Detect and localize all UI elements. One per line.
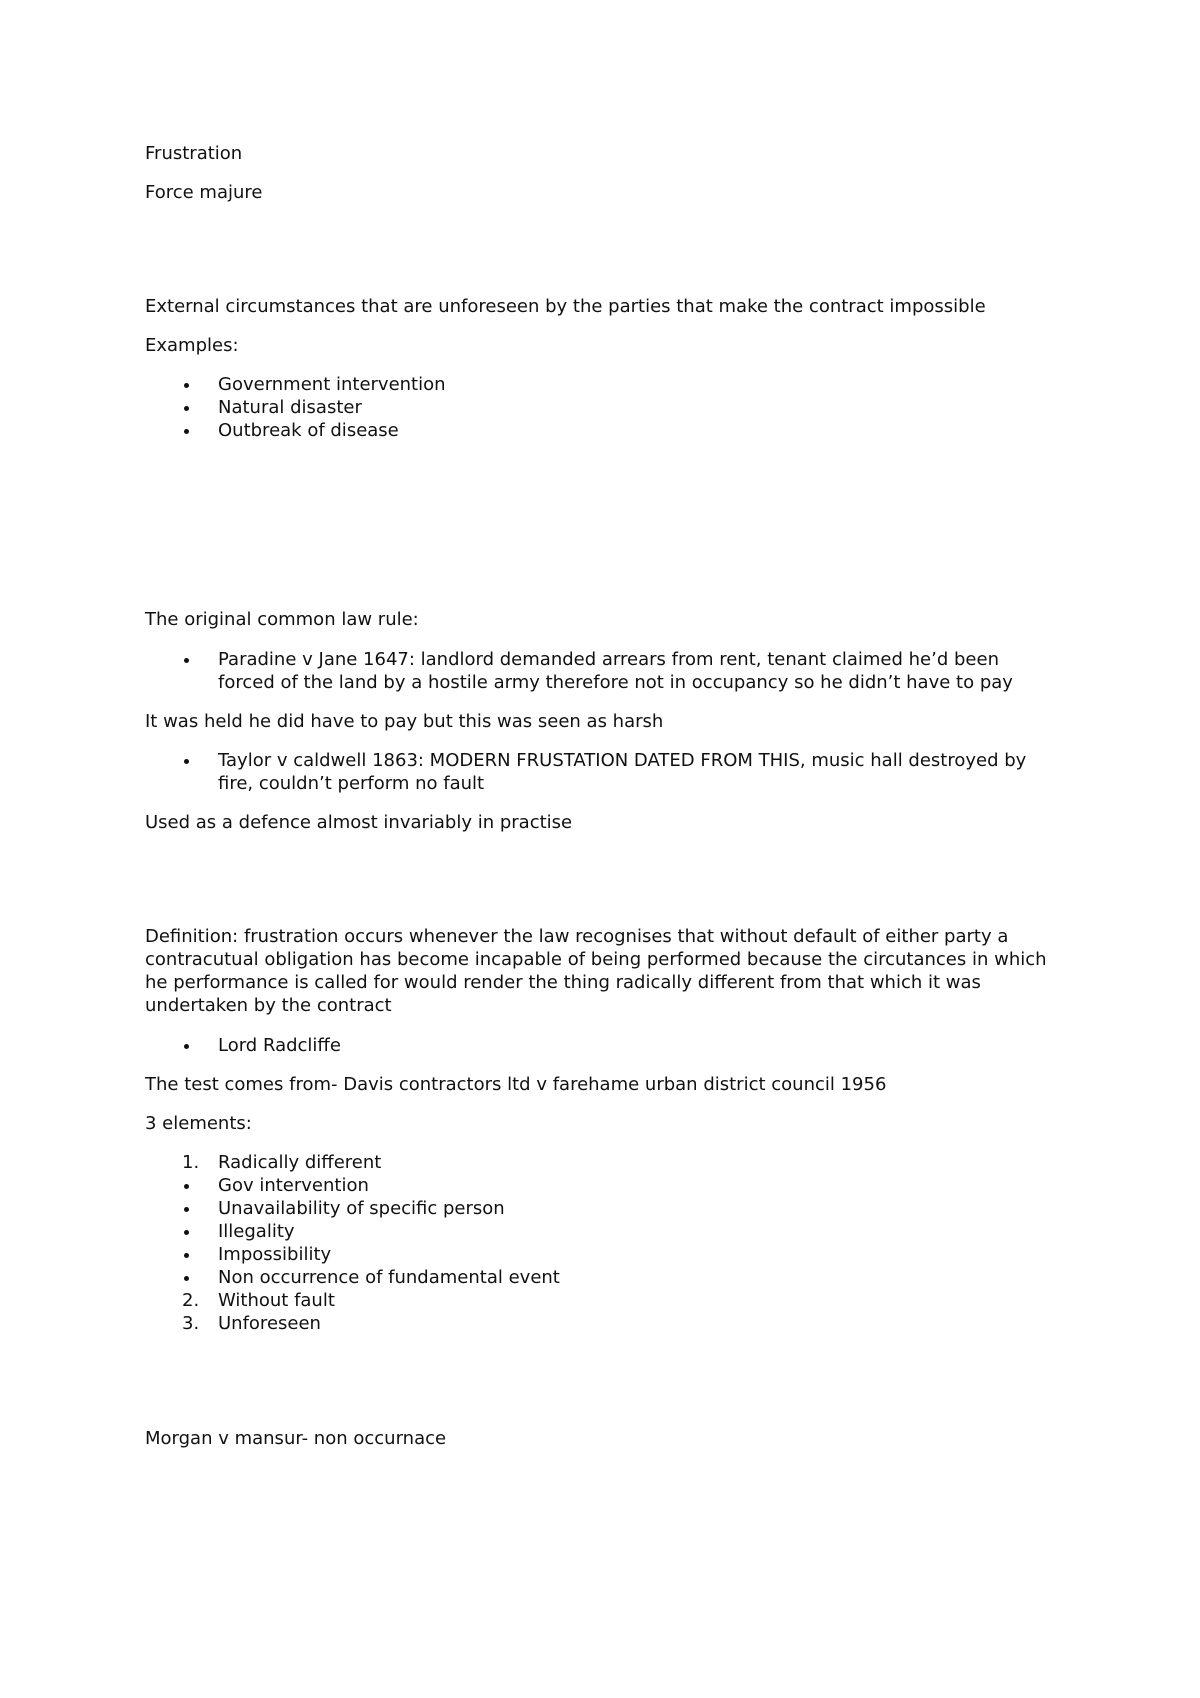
list-item: Unavailability of specific person: [218, 1198, 505, 1219]
list-item: Government intervention: [218, 374, 446, 395]
list-item: Impossibility: [218, 1244, 332, 1265]
list-number: 2.: [182, 1290, 200, 1311]
examples-label: Examples:: [145, 335, 239, 356]
list-item: Outbreak of disease: [218, 420, 399, 441]
list-item-radcliffe: Lord Radcliffe: [218, 1035, 341, 1056]
test-paragraph: The test comes from- Davis contractors ltd v farehame urban district council 1956: [145, 1074, 887, 1095]
list-item: Natural disaster: [218, 397, 362, 418]
defence-paragraph: Used as a defence almost invariably in practise: [145, 812, 573, 833]
definition-line-2: contracutual obligation has become incapable of being performed because the circutances in which: [145, 949, 1047, 970]
taylor-line-2: fire, couldn’t perform no fault: [218, 773, 485, 794]
intro-paragraph: External circumstances that are unforeseen by the parties that make the contract impossible: [145, 296, 986, 317]
list-number: 1.: [182, 1152, 200, 1173]
held-paragraph: It was held he did have to pay but this was seen as harsh: [145, 711, 664, 732]
document-subtitle: Force majure: [145, 182, 263, 203]
paradine-line-1: Paradine v Jane 1647: landlord demanded arrears from rent, tenant claimed he’d been: [218, 649, 999, 670]
list-item: Gov intervention: [218, 1175, 369, 1196]
document-title: Frustration: [145, 143, 243, 164]
list-number: 3.: [182, 1313, 200, 1334]
definition-line-4: undertaken by the contract: [145, 995, 392, 1016]
list-item: Non occurrence of fundamental event: [218, 1267, 560, 1288]
taylor-line-1: Taylor v caldwell 1863: MODERN FRUSTATION DATED FROM THIS, music hall destroyed by: [218, 750, 1027, 771]
paradine-line-2: forced of the land by a hostile army therefore not in occupancy so he didn’t have to pay: [218, 672, 1013, 693]
morgan-paragraph: Morgan v mansur- non occurnace: [145, 1428, 447, 1449]
common-law-label: The original common law rule:: [145, 609, 419, 630]
definition-line-3: he performance is called for would render the thing radically different from that which it was: [145, 972, 981, 993]
list-item: Illegality: [218, 1221, 295, 1242]
list-item: Without fault: [218, 1290, 335, 1311]
list-item: Radically different: [218, 1152, 382, 1173]
definition-line-1: Definition: frustration occurs whenever the law recognises that without default of either party a: [145, 926, 1009, 947]
elements-label: 3 elements:: [145, 1113, 252, 1134]
list-item: Unforeseen: [218, 1313, 321, 1334]
